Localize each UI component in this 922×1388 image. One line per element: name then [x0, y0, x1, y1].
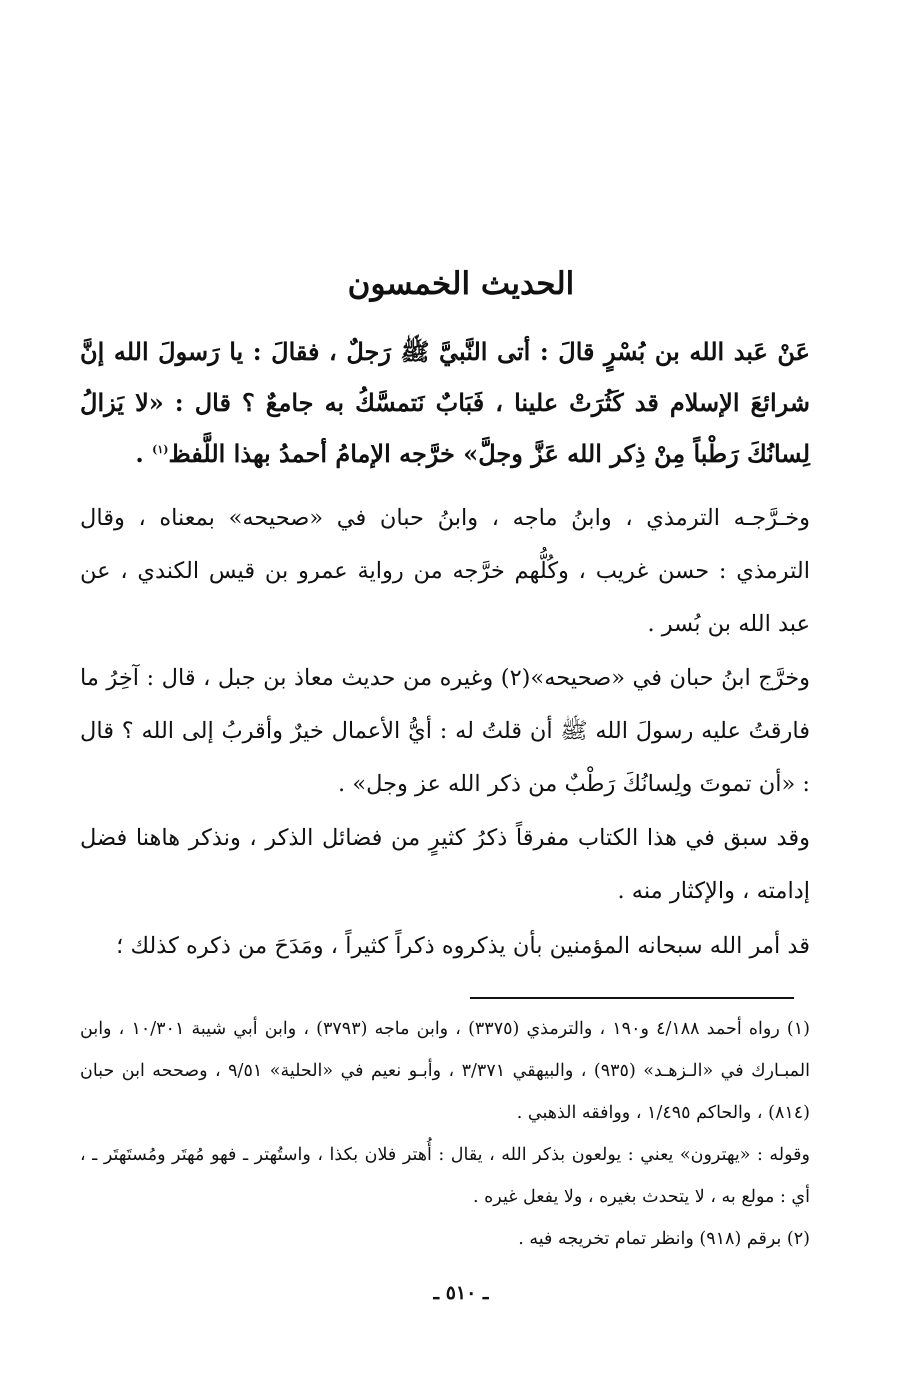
footnote-2: (٢) برقم (٩١٨) وانظر تمام تخريجه فيه . [518, 1229, 810, 1249]
hadith-body: عَنْ عَبد الله بن بُسْرٍ قالَ : أتى النَّبيَّ ﷺ رَجلٌ ، فقالَ : يا رَسولَ الله إنَّ شرائعَ الإسلام قد كَثُرَتْ علينا ، فَبَابٌ نَتمسَّكُ به جامعٌ ؟ قال : «لا يَزالُ لِسانُكَ رَطْباً مِنْ ذِكر الله عَزَّ وجلَّ» خرَّجه الإمامُ أحمدُ بهذا اللَّفظ [80, 337, 810, 468]
hadith-text [80, 326, 810, 479]
footnote-1: (١) رواه أحمد ٤/١٨٨ و١٩٠ ، والترمذي (٣٣٧٥) ، وابن ماجه (٣٧٩٣) ، وابن أبي شيبة ١٠/٣٠١ ، وابن المبـارك في «الـزهـد» (٩٣٥) ، والبيهقي ٣/٣٧١ ، وأبـو نعيم في «الحلية» ٩/٥١ ، وصححه ابن حبان (٨١٤) ، والحاكم ١/٤٩٥ ، ووافقه الذهبي . [80, 1019, 810, 1123]
footnote-separator [470, 997, 794, 999]
page-number: ـ ٥١٠ ـ [433, 1282, 489, 1304]
chapter-heading: الحديث الخمسون [347, 266, 575, 302]
paragraph-takhrij: وخـرَّجـه الترمذي ، وابنُ ماجه ، وابنُ حبان في «صحيحه» بمعناه ، وقال الترمذي : حسن غريب ، وكُلُّهم خرَّجه من رواية عمرو بن قيس الكندي ، عن عبد الله بن بُسر . [80, 505, 810, 637]
paragraph-muadh-hadith: وخرَّج ابنُ حبان في «صحيحه»(٢) وغيره من حديث معاذ بن جبل ، قال : آخِرُ ما فارقتُ عليه رسولَ الله ﷺ أن قلتُ له : أيُّ الأعمال خيرٌ وأقربُ إلى الله ؟ قال : «أن تموتَ ولِسانُكَ رَطْبٌ من ذكر الله عز وجل» . [80, 665, 810, 797]
footnote-ref-1: (١) [152, 443, 169, 456]
paragraph-quran-command: قد أمر الله سبحانه المؤمنين بأن يذكروه ذكراً كثيراً ، ومَدَحَ من ذكره كذلك ؛ [116, 933, 810, 959]
hadith-end: . [135, 439, 153, 468]
footnotes [80, 1008, 810, 1260]
footnote-1-gloss: وقوله : «يهترون» يعني : يولعون بذكر الله ، يقال : أُهتر فلان بكذا ، واستُهتر ـ فهو مُهتَر ومُستَهتَر ـ ، أي : مولع به ، لا يتحدث بغيره ، ولا يفعل غيره . [80, 1145, 810, 1207]
paragraph-dhikr-virtues: وقد سبق في هذا الكتاب مفرقاً ذكرُ كثيرٍ من فضائل الذكر ، ونذكر هاهنا فضل إدامته ، والإكثار منه . [80, 825, 810, 904]
